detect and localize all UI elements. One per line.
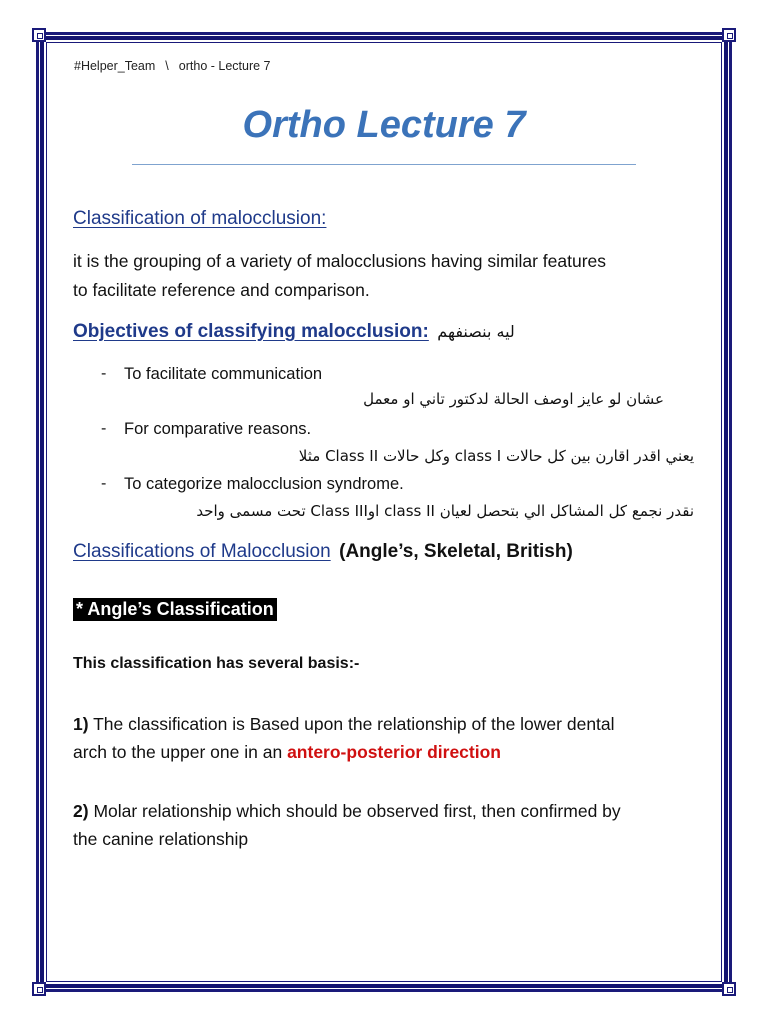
breadcrumb bbox=[74, 59, 271, 73]
title-divider bbox=[132, 164, 636, 165]
objectives-heading-arabic: ليه بنصنفهم bbox=[437, 322, 515, 341]
objective-item-categorize: To categorize malocclusion syndrome. bbox=[124, 475, 404, 493]
bullet-dash: - bbox=[101, 475, 107, 492]
breadcrumb-team: #Helper_Team bbox=[74, 59, 156, 73]
definition-line-2: to facilitate reference and comparison. bbox=[73, 280, 370, 300]
objective-item-communication: To facilitate communication bbox=[124, 365, 323, 383]
point-1-continuation: arch to the upper one in an bbox=[73, 742, 283, 762]
bullet-dash: - bbox=[101, 365, 107, 382]
section-heading-classification: Classification of malocclusion: bbox=[73, 208, 327, 229]
point-1-line-1 bbox=[73, 714, 615, 735]
definition-line-1: it is the grouping of a variety of malocclusions having similar features bbox=[73, 251, 607, 271]
objective-item-comparative-arabic: يعني اقدر اقارن بين كل حالات class I وكل حالات Class II مثلا bbox=[298, 447, 694, 465]
section-heading-classifications: Classifications of Malocclusion bbox=[73, 541, 331, 562]
page-title: Ortho Lecture 7 bbox=[242, 104, 526, 146]
bullet-dash: - bbox=[101, 420, 107, 437]
point-1-text: The classification is Based upon the relationship of the lower dental bbox=[93, 714, 615, 734]
objective-item-comparative: For comparative reasons. bbox=[124, 420, 312, 438]
point-1-highlight: antero-posterior direction bbox=[287, 742, 501, 762]
basis-statement: This classification has several basis:- bbox=[73, 655, 360, 672]
section-heading-objectives: Objectives of classifying malocclusion: bbox=[73, 321, 429, 342]
classifications-heading-row bbox=[73, 541, 573, 563]
classifications-types: (Angle’s, Skeletal, British) bbox=[339, 541, 573, 562]
point-1-number: 1) bbox=[73, 714, 89, 734]
objective-item-categorize-arabic: نقدر نجمع كل المشاكل الي بتحصل لعيان class II اوClass III تحت مسمى واحد bbox=[196, 502, 694, 520]
point-2-number: 2) bbox=[73, 801, 89, 821]
point-2-text: Molar relationship which should be observed first, then confirmed by bbox=[93, 801, 621, 821]
point-2-line-2: the canine relationship bbox=[73, 829, 249, 849]
point-2-line-1 bbox=[73, 801, 621, 822]
breadcrumb-separator: \ bbox=[165, 59, 169, 73]
objectives-heading-row bbox=[73, 321, 515, 343]
objective-item-communication-arabic: عشان لو عايز اوصف الحالة لدكتور تاني او معمل bbox=[363, 390, 664, 408]
breadcrumb-doc: ortho - Lecture 7 bbox=[178, 59, 271, 73]
point-1-line-2 bbox=[73, 742, 501, 763]
angle-classification-badge: * Angle’s Classification bbox=[73, 598, 277, 621]
